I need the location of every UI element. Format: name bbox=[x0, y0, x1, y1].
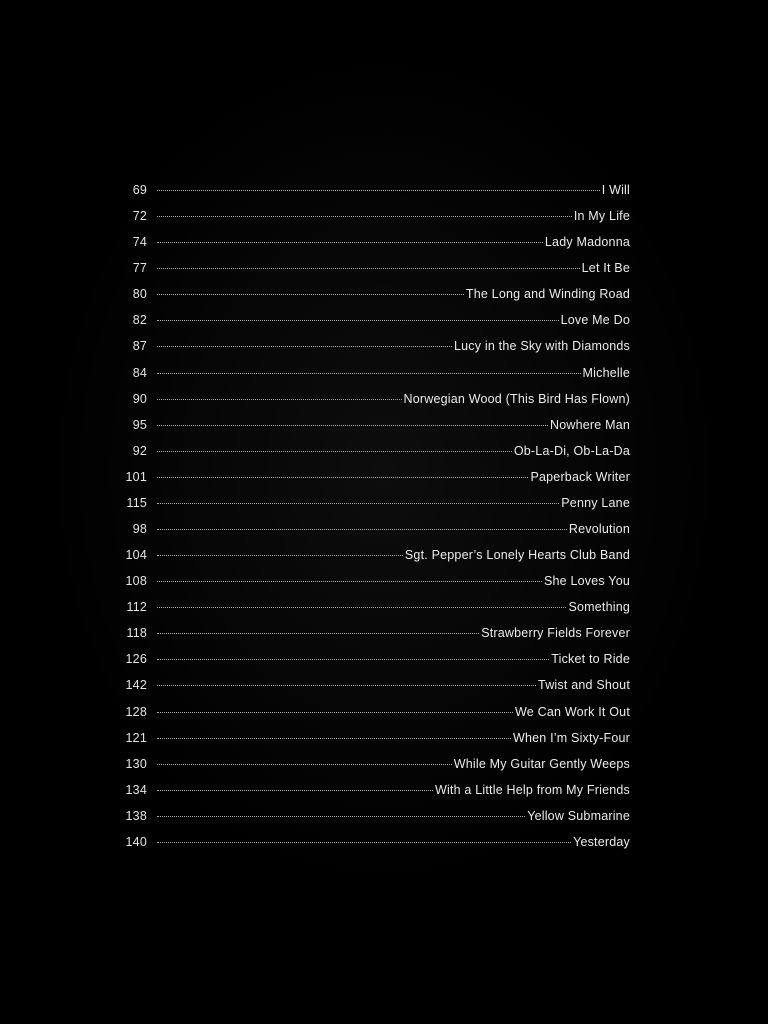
toc-song-title: Love Me Do bbox=[560, 313, 630, 328]
dot-leader bbox=[157, 216, 572, 217]
toc-page-number: 98 bbox=[132, 522, 147, 537]
dot-leader bbox=[157, 685, 536, 686]
toc-entry[interactable] bbox=[122, 235, 630, 261]
toc-song-title: Nowhere Man bbox=[549, 417, 630, 432]
toc-entry[interactable] bbox=[122, 757, 630, 783]
toc-song-title: Yellow Submarine bbox=[527, 808, 630, 823]
toc-entry[interactable] bbox=[122, 678, 630, 704]
toc-entry[interactable] bbox=[122, 366, 630, 392]
toc-entry[interactable] bbox=[122, 339, 630, 365]
toc-entry[interactable] bbox=[122, 522, 630, 548]
toc-entry[interactable] bbox=[122, 731, 630, 757]
toc-page-number: 140 bbox=[125, 834, 147, 849]
toc-entry[interactable] bbox=[122, 600, 630, 626]
dot-leader bbox=[157, 294, 464, 295]
toc-song-title: Paperback Writer bbox=[530, 469, 630, 484]
dot-leader bbox=[157, 346, 452, 347]
toc-entry[interactable] bbox=[122, 574, 630, 600]
toc-song-title: Revolution bbox=[568, 522, 630, 537]
toc-song-title: Penny Lane bbox=[561, 495, 630, 510]
toc-song-title: With a Little Help from My Friends bbox=[434, 782, 630, 797]
dot-leader bbox=[157, 451, 512, 452]
toc-song-title: Norwegian Wood (This Bird Has Flown) bbox=[403, 391, 630, 406]
dot-leader bbox=[157, 373, 581, 374]
toc-song-title: When I’m Sixty-Four bbox=[512, 730, 630, 745]
dot-leader bbox=[157, 242, 543, 243]
toc-page-number: 121 bbox=[125, 730, 147, 745]
toc-page-number: 69 bbox=[132, 183, 147, 197]
toc-page-number: 112 bbox=[126, 600, 147, 615]
toc-page-number: 118 bbox=[126, 626, 147, 641]
toc-entry[interactable] bbox=[122, 809, 630, 835]
toc-song-title: Lucy in the Sky with Diamonds bbox=[453, 339, 630, 354]
toc-song-title: Michelle bbox=[582, 365, 630, 380]
dot-leader bbox=[157, 399, 402, 400]
toc-song-title: She Loves You bbox=[543, 574, 630, 589]
toc-entry[interactable] bbox=[122, 470, 630, 496]
toc-page-number: 126 bbox=[125, 652, 147, 667]
toc-entry[interactable] bbox=[122, 418, 630, 444]
toc-song-title: Twist and Shout bbox=[538, 678, 630, 693]
toc-entry[interactable] bbox=[122, 313, 630, 339]
dot-leader bbox=[157, 555, 403, 556]
toc-page-number: 84 bbox=[132, 365, 147, 380]
dot-leader bbox=[157, 320, 559, 321]
toc-page-number: 142 bbox=[125, 678, 147, 693]
toc-page-number: 90 bbox=[132, 391, 147, 406]
toc-page-number: 130 bbox=[125, 756, 147, 771]
toc-song-title: Sgt. Pepper’s Lonely Hearts Club Band bbox=[404, 548, 630, 563]
dot-leader bbox=[157, 712, 513, 713]
toc-song-title: We Can Work It Out bbox=[515, 704, 630, 719]
toc-page-number: 138 bbox=[125, 808, 147, 823]
toc-entry[interactable] bbox=[122, 783, 630, 809]
toc-entry[interactable] bbox=[122, 705, 630, 731]
toc-song-title: Let It Be bbox=[581, 261, 630, 276]
dot-leader bbox=[157, 477, 528, 478]
toc-song-title: Strawberry Fields Forever bbox=[481, 626, 630, 641]
toc-entry[interactable] bbox=[122, 287, 630, 313]
dot-leader bbox=[157, 425, 548, 426]
dot-leader bbox=[157, 764, 452, 765]
dot-leader bbox=[157, 581, 542, 582]
dot-leader bbox=[157, 607, 566, 608]
toc-page-number: 77 bbox=[132, 261, 147, 276]
toc-song-title: Lady Madonna bbox=[544, 235, 630, 250]
toc-page-number: 72 bbox=[132, 209, 147, 224]
toc-song-title: While My Guitar Gently Weeps bbox=[453, 756, 630, 771]
toc-entry[interactable] bbox=[122, 496, 630, 522]
toc-song-title: Ob-La-Di, Ob-La-Da bbox=[513, 443, 630, 458]
toc-song-title: In My Life bbox=[573, 209, 630, 224]
toc-song-title: Yesterday bbox=[573, 834, 630, 849]
table-of-contents bbox=[122, 183, 630, 861]
toc-page-number: 101 bbox=[125, 469, 147, 484]
toc-entry[interactable] bbox=[122, 652, 630, 678]
toc-song-title: The Long and Winding Road bbox=[465, 287, 630, 302]
toc-entry[interactable] bbox=[122, 183, 630, 209]
toc-page-number: 95 bbox=[132, 417, 147, 432]
toc-page-number: 82 bbox=[132, 313, 147, 328]
toc-song-title: I Will bbox=[601, 183, 630, 197]
toc-entry[interactable] bbox=[122, 835, 630, 861]
toc-entry[interactable] bbox=[122, 261, 630, 287]
toc-page-number: 92 bbox=[132, 443, 147, 458]
dot-leader bbox=[157, 529, 567, 530]
dot-leader bbox=[157, 190, 600, 191]
dot-leader bbox=[157, 816, 525, 817]
dot-leader bbox=[157, 790, 433, 791]
dot-leader bbox=[157, 659, 549, 660]
dot-leader bbox=[157, 633, 479, 634]
toc-song-title: Ticket to Ride bbox=[551, 652, 630, 667]
toc-page-number: 87 bbox=[132, 339, 147, 354]
toc-page-number: 108 bbox=[125, 574, 147, 589]
toc-page-number: 115 bbox=[126, 495, 147, 510]
toc-entry[interactable] bbox=[122, 444, 630, 470]
dot-leader bbox=[157, 738, 511, 739]
toc-entry[interactable] bbox=[122, 392, 630, 418]
dot-leader bbox=[157, 503, 559, 504]
toc-page-number: 128 bbox=[125, 704, 147, 719]
dot-leader bbox=[157, 842, 571, 843]
toc-page-number: 80 bbox=[132, 287, 147, 302]
toc-entry[interactable] bbox=[122, 209, 630, 235]
toc-entry[interactable] bbox=[122, 626, 630, 652]
dot-leader bbox=[157, 268, 580, 269]
toc-page-number: 134 bbox=[125, 782, 147, 797]
toc-entry[interactable] bbox=[122, 548, 630, 574]
toc-song-title: Something bbox=[568, 600, 630, 615]
toc-page-number: 74 bbox=[132, 235, 147, 250]
toc-page-number: 104 bbox=[125, 548, 147, 563]
